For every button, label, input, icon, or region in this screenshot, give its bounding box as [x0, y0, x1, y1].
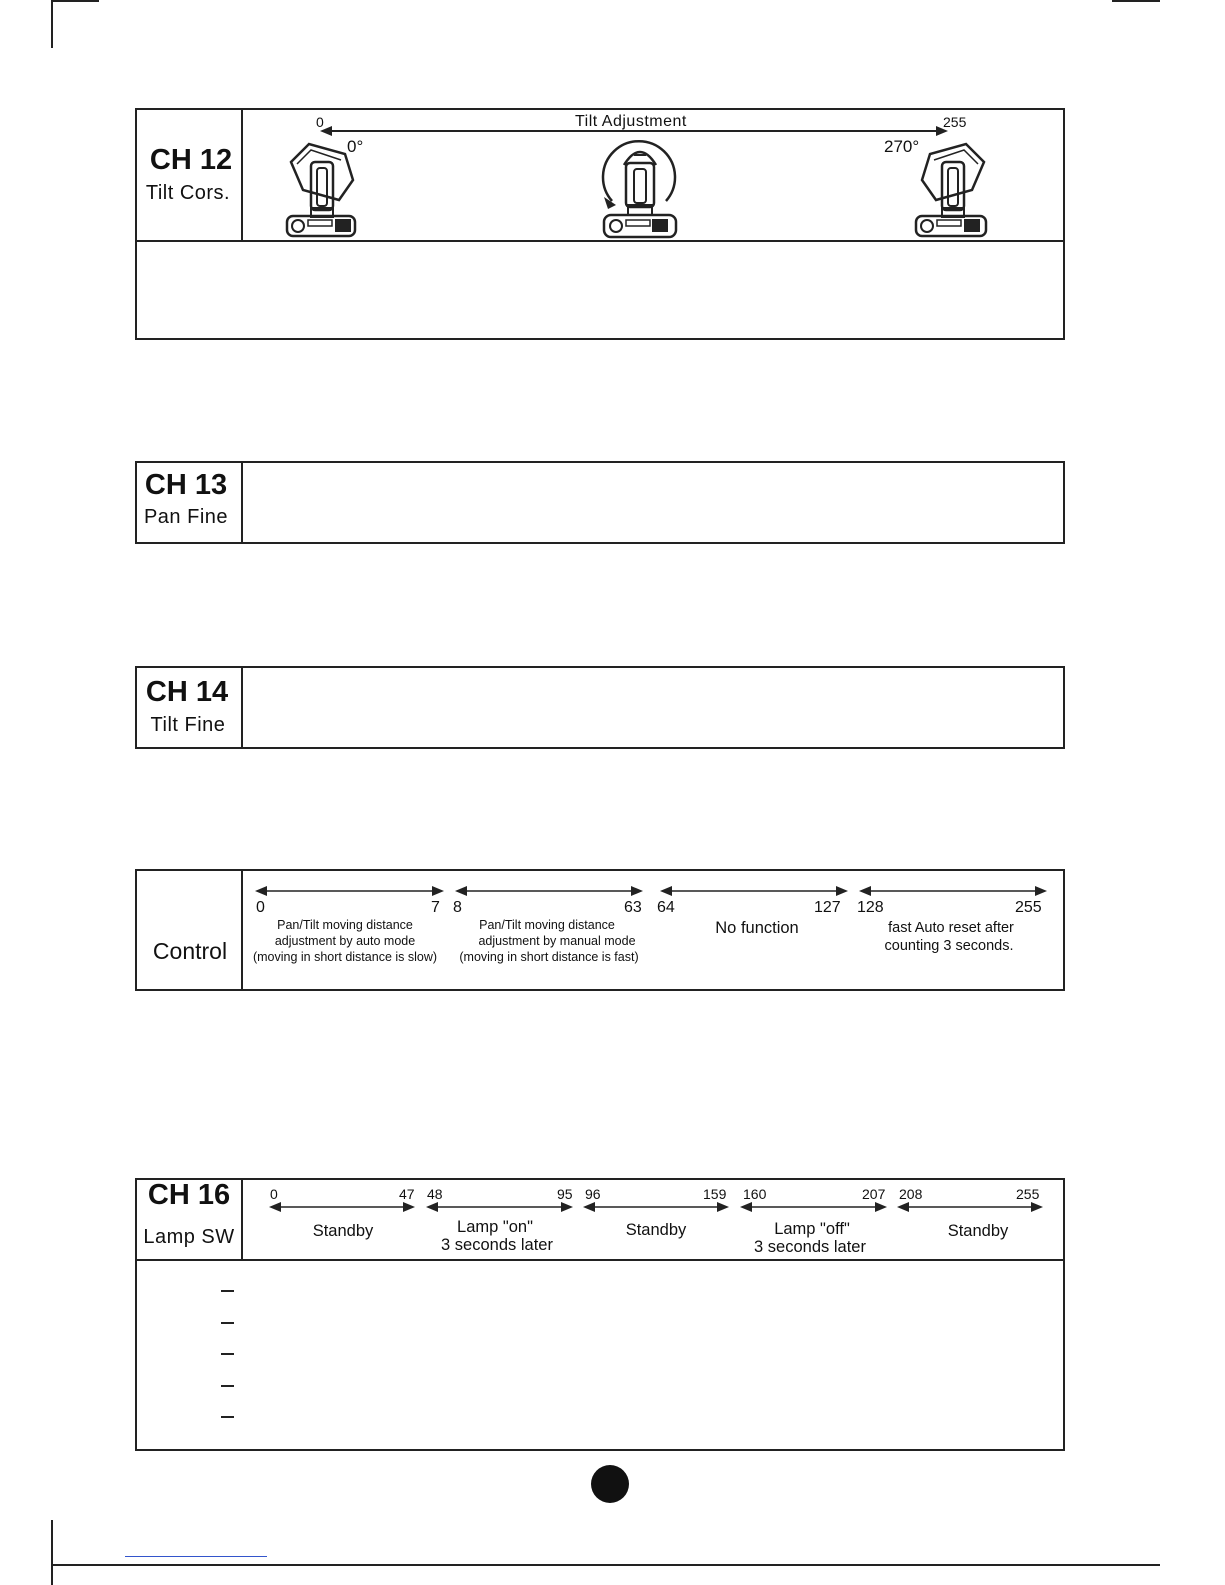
control-seg2-start: 8: [453, 899, 462, 916]
ch16-seg2-line2: 3 seconds later: [441, 1236, 553, 1254]
crop-mark-bottom-left-h: [51, 1564, 1160, 1566]
ch12-title: CH 12: [149, 144, 233, 176]
footer-link-underline: [125, 1556, 267, 1557]
control-seg2-line1: Pan/Tilt moving distance: [479, 918, 615, 932]
list-dash-3: [221, 1353, 234, 1355]
control-seg4-end: 255: [1015, 899, 1042, 916]
ch14-subtitle: Tilt Fine: [150, 714, 226, 736]
ch12-range-end: 255: [943, 114, 967, 130]
control-seg2-line3: (moving in short distance is fast): [459, 950, 639, 964]
ch16-seg4-line2: 3 seconds later: [754, 1238, 866, 1256]
ch16-seg1-end: 47: [399, 1186, 415, 1202]
list-dash-1: [221, 1290, 234, 1292]
control-seg2-end: 63: [624, 899, 642, 916]
ch16-seg4-end: 207: [862, 1186, 886, 1202]
ch16-seg5-line1: Standby: [947, 1222, 1009, 1240]
control-seg1-end: 7: [431, 899, 440, 916]
ch16-subtitle: Lamp SW: [143, 1226, 235, 1248]
control-seg1-line3: (moving in short distance is slow): [252, 950, 438, 964]
ch12-range-start: 0: [316, 114, 324, 130]
list-dash-5: [221, 1416, 234, 1418]
ch16-seg2-start: 48: [427, 1186, 443, 1202]
ch16-seg3-start: 96: [585, 1186, 601, 1202]
ch12-subtitle: Tilt Cors.: [145, 182, 231, 204]
ch16-seg2-line1: Lamp "on": [457, 1218, 533, 1236]
ch12-angle-end: 270°: [884, 137, 920, 156]
control-seg4-line1: fast Auto reset after: [888, 920, 1014, 936]
control-seg3-line1: No function: [715, 919, 799, 937]
control-seg3-start: 64: [657, 899, 675, 916]
ch14-title: CH 14: [145, 676, 229, 708]
ch16-seg1-start: 0: [270, 1186, 278, 1202]
control-seg3-end: 127: [814, 899, 841, 916]
control-seg4-start: 128: [857, 899, 884, 916]
control-seg1-line1: Pan/Tilt moving distance: [277, 918, 413, 932]
control-seg1-start: 0: [256, 899, 265, 916]
control-label: Control: [152, 938, 228, 964]
ch13-title: CH 13: [144, 469, 228, 501]
ch16-seg3-end: 159: [703, 1186, 727, 1202]
list-dash-2: [221, 1322, 234, 1324]
ch16-seg2-end: 95: [557, 1186, 573, 1202]
control-seg2-line2: adjustment by manual mode: [478, 934, 636, 948]
list-dash-4: [221, 1385, 234, 1387]
ch16-seg3-line1: Standby: [625, 1221, 687, 1239]
control-seg1-line2: adjustment by auto mode: [274, 934, 416, 948]
ch12-angle-start: 0°: [347, 137, 364, 156]
ch13-subtitle: Pan Fine: [143, 506, 229, 528]
ch16-title: CH 16: [147, 1179, 231, 1211]
ch16-seg5-start: 208: [899, 1186, 923, 1202]
ch16-seg4-start: 160: [743, 1186, 767, 1202]
ch16-seg4-line1: Lamp "off": [774, 1220, 850, 1238]
page-number-dot: [591, 1465, 629, 1503]
control-seg4-line2: counting 3 seconds.: [884, 938, 1014, 954]
ch12-arrow-label: Tilt Adjustment: [575, 113, 687, 130]
ch16-seg1-line1: Standby: [312, 1222, 374, 1240]
crop-mark-bottom-left-v: [51, 1520, 53, 1585]
ch16-seg5-end: 255: [1016, 1186, 1040, 1202]
